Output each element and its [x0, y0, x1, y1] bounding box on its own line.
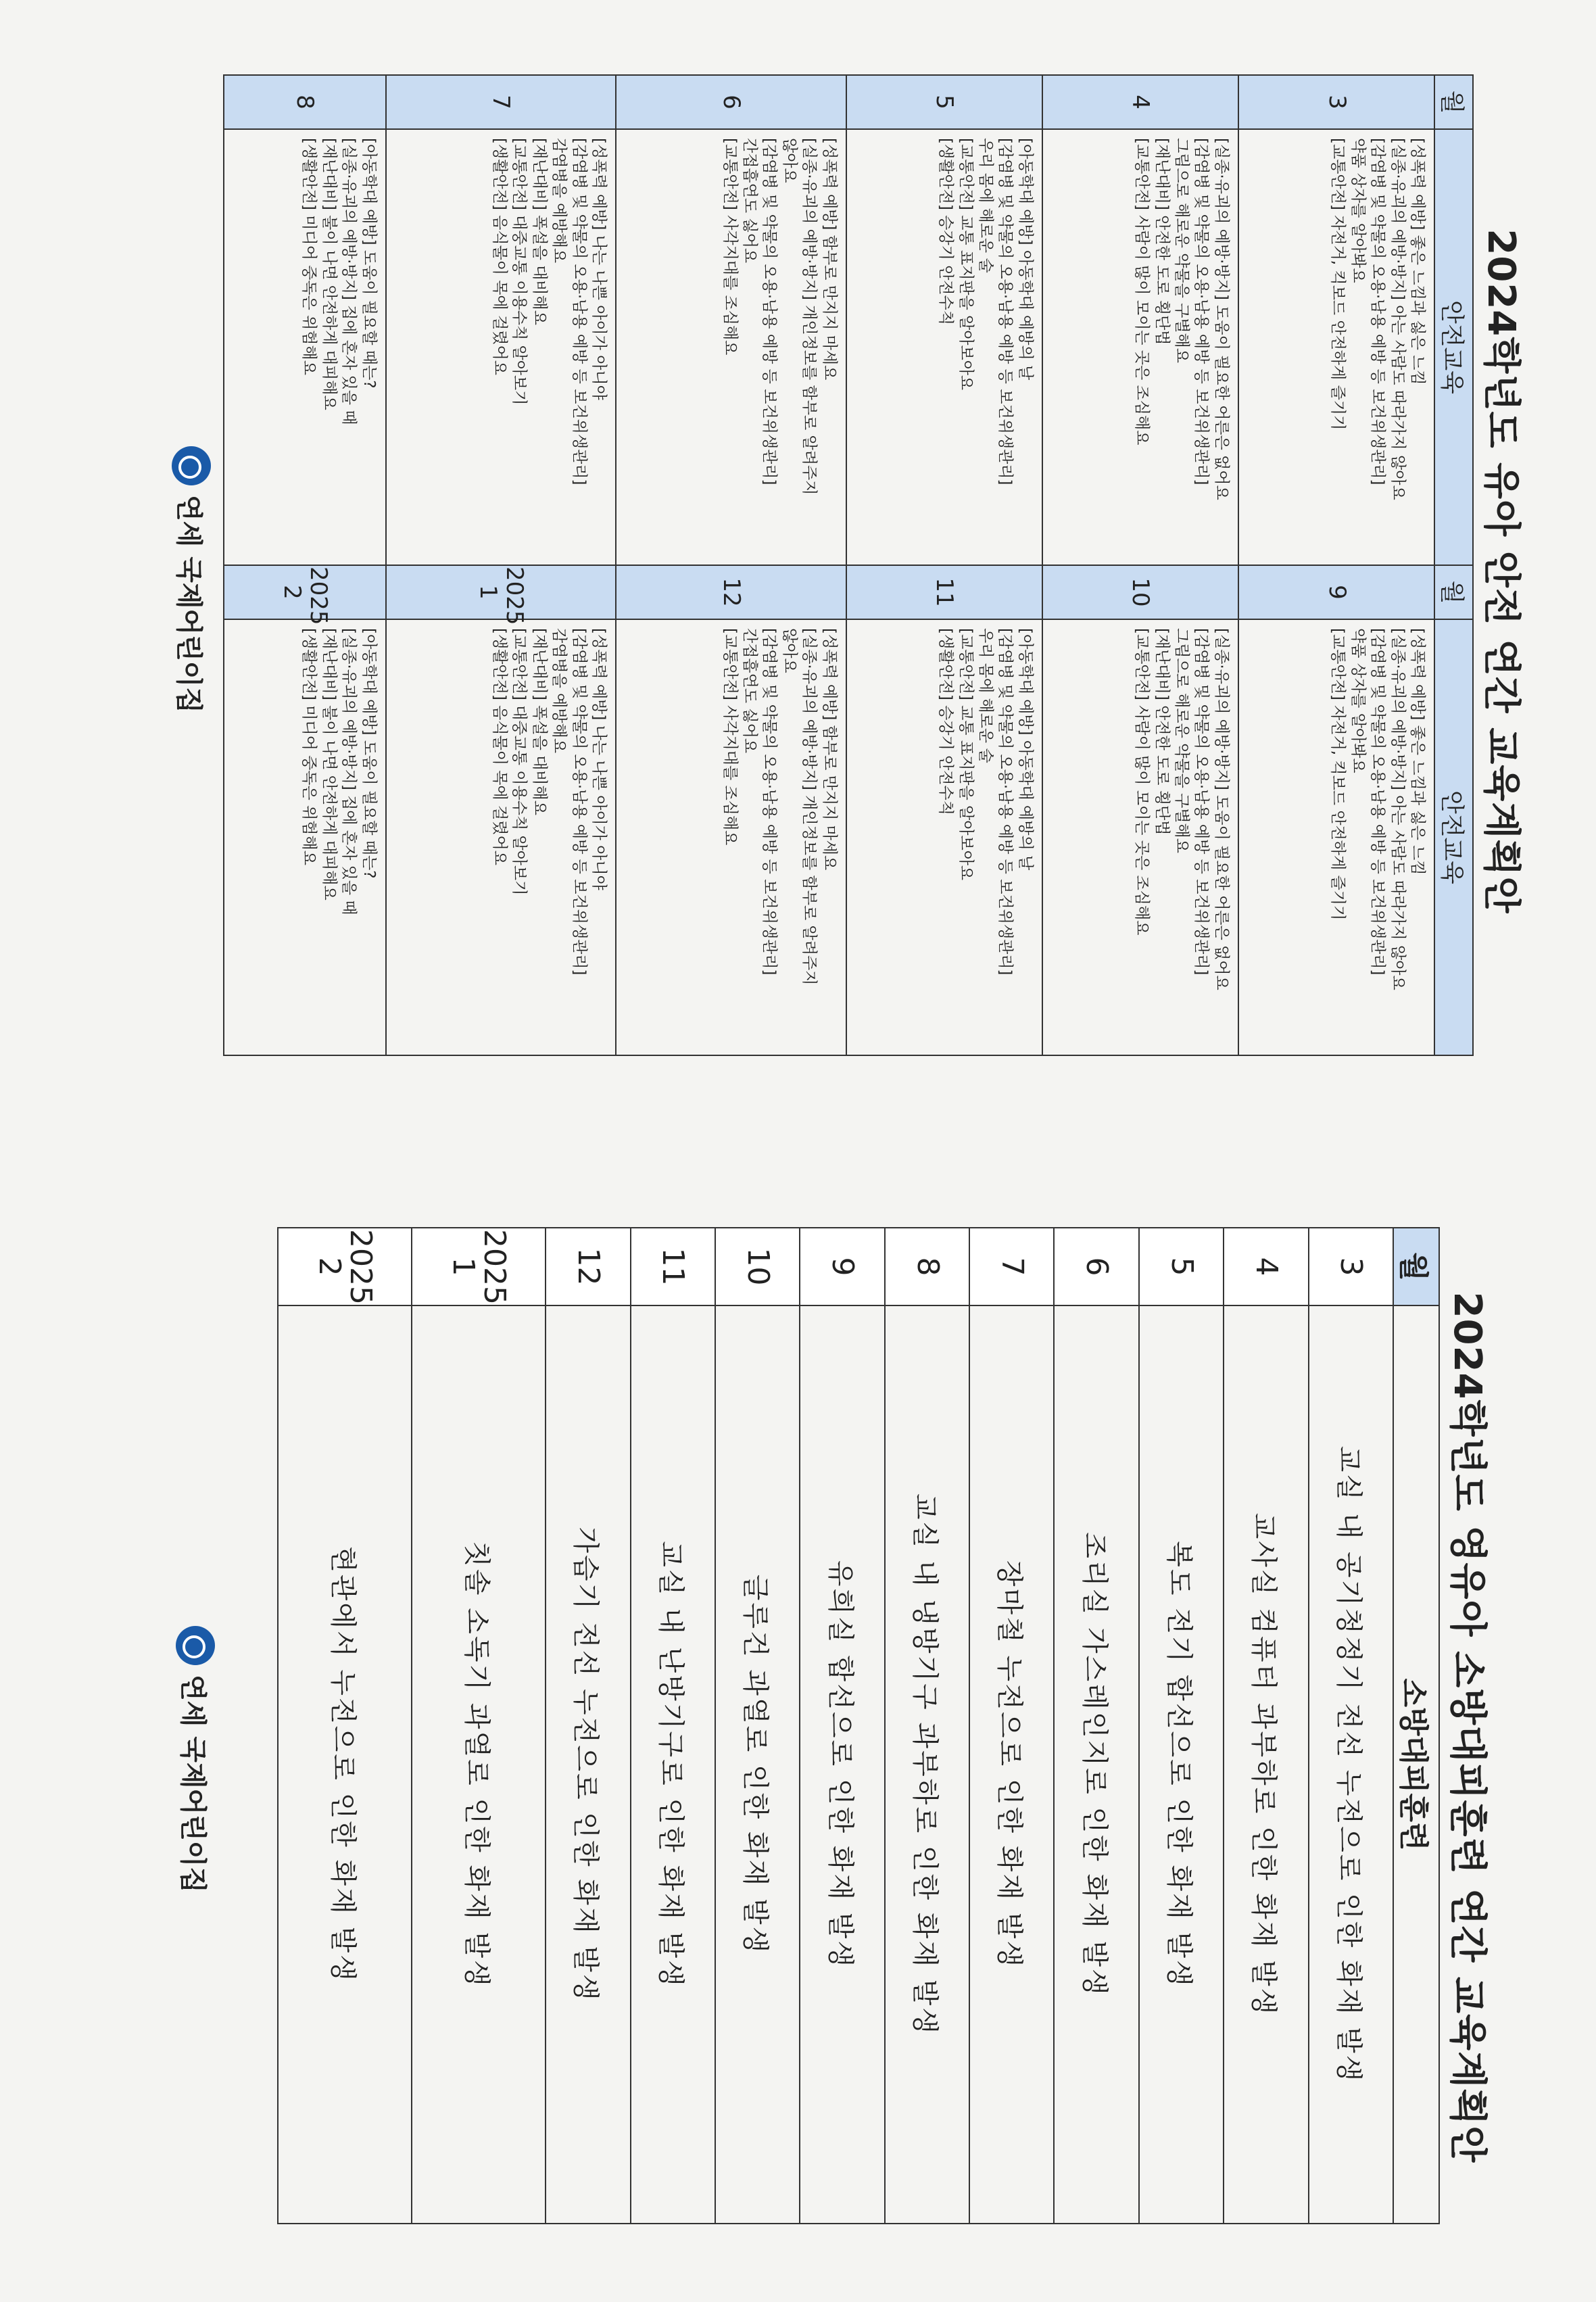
subject-line: [재난대비] 폭설을 대비해요	[530, 628, 548, 815]
subject-cell	[386, 619, 616, 1055]
header-month: 월	[1393, 1228, 1439, 1305]
month-cell: 3	[1309, 1228, 1393, 1305]
subject-line: [감염병 및 약물의 오용·남용 예방 등 보건위생관리]	[1192, 138, 1211, 485]
subject-line: [교통안전] 대중교통 이용수칙 알아보기	[510, 628, 529, 896]
subject-line: [생활안전] 승강기 안전수칙	[937, 628, 955, 815]
drill-cell: 교실 내 공기청정기 전선 누전으로 인한 화재 발생	[1309, 1305, 1393, 2224]
logo-name: 연세 국제어린이집	[177, 1675, 209, 1894]
subject-line: 우리 몸에 해로운 술	[976, 138, 994, 273]
month-cell: 9	[1238, 565, 1434, 619]
month-cell: 11	[631, 1228, 715, 1305]
table-row	[846, 75, 1042, 1055]
subject-line: 간접흡연도 싫어요	[741, 628, 759, 754]
table-row	[1309, 1228, 1393, 2224]
table-row	[969, 1228, 1054, 2224]
subject-line: [실종·유괴의 예방·방지] 도움이 필요한 어른은 없어요	[1212, 628, 1230, 990]
month-cell: 2025 1	[412, 1228, 546, 1305]
table-row	[1139, 1228, 1224, 2224]
month-cell: 7	[969, 1228, 1054, 1305]
month-cell: 2025 2	[278, 1228, 412, 1305]
subject-line: [생활안전] 미디어 중독은 위험해요	[300, 138, 318, 375]
subject-line: 약품 상자를 알아봐요	[1349, 628, 1367, 773]
header-month: 월	[1434, 565, 1473, 619]
month-cell: 12	[616, 565, 846, 619]
safety-header-row	[1434, 75, 1473, 1055]
subject-cell	[1042, 129, 1238, 565]
subject-line: [실종·유괴의 예방·방지] 개인정보를 함부로 알려주지	[800, 138, 819, 496]
subject-line: [실종·유괴의 예방·방지] 아는 사람도 따라가지 않아요	[1388, 628, 1407, 990]
month-cell: 6	[616, 75, 846, 129]
subject-line: [감염병 및 약물의 오용·남용 예방 등 보건위생관리]	[1369, 628, 1387, 976]
logo	[172, 446, 211, 713]
drill-cell: 글루건 과열로 인한 화재 발생	[715, 1305, 800, 2224]
subject-line: [생활안전] 음식물이 목에 걸렸어요	[491, 138, 509, 375]
subject-line: 않아요	[780, 628, 798, 673]
table-row	[1042, 75, 1238, 1055]
subject-line: 간접흡연도 싫어요	[741, 138, 759, 264]
drill-cell: 장마철 누전으로 인한 화재 발생	[969, 1305, 1054, 2224]
subject-line: [재난대비] 폭설을 대비해요	[530, 138, 548, 325]
subject-line: [교통안전] 자전거, 킥보드 안전하게 즐기기	[1329, 628, 1347, 921]
subject-cell	[1042, 619, 1238, 1055]
emblem-icon	[172, 446, 211, 485]
subject-line: 감염병을 예방해요	[550, 628, 569, 754]
emblem-icon	[176, 1626, 215, 1665]
subject-cell	[616, 619, 846, 1055]
subject-line: [실종·유괴의 예방·방지] 도움이 필요한 어른은 없어요	[1212, 138, 1230, 500]
fire-plan-title: 2024학년도 영유아 소방대피훈련 연간 교육계획안	[1445, 1291, 1489, 2163]
month-cell: 6	[1055, 1228, 1139, 1305]
subject-cell	[846, 619, 1042, 1055]
drill-cell: 복도 전기 합선으로 인한 화재 발생	[1139, 1305, 1224, 2224]
subject-line: [성폭력 예방] 좋은 느낌과 싫은 느낌	[1409, 628, 1426, 876]
month-cell: 2025 2	[224, 565, 386, 619]
month-cell: 2025 1	[386, 565, 616, 619]
subject-line: 그림으로 해로운 약물을 구별해요	[1173, 138, 1191, 363]
subject-line: [성폭력 예방] 좋은 느낌과 싫은 느낌	[1409, 138, 1426, 385]
header-subject: 소방대피훈련	[1393, 1305, 1439, 2224]
subject-cell	[224, 619, 386, 1055]
subject-line: [성폭력 예방] 함부로 만지지 마세요	[820, 138, 838, 381]
subject-cell	[1238, 619, 1434, 1055]
table-row	[1238, 75, 1434, 1055]
subject-line: [재난대비] 안전한 도로 횡단법	[1153, 138, 1171, 345]
table-row	[631, 1228, 715, 2224]
subject-line: [재난대비] 불이 나면 안전하게 대피해요	[320, 138, 338, 410]
fire-plan-sheet	[267, 1227, 1497, 2228]
table-row	[412, 1228, 546, 2224]
subject-line: [감염병 및 약물의 오용·남용 예방 등 보건위생관리]	[760, 628, 779, 976]
month-cell: 3	[1238, 75, 1434, 129]
subject-line: [생활안전] 음식물이 목에 걸렸어요	[491, 628, 509, 865]
drill-cell: 교사실 컴퓨터 과부하로 인한 화재 발생	[1224, 1305, 1308, 2224]
subject-cell	[386, 129, 616, 565]
fire-plan-table	[277, 1227, 1440, 2224]
subject-cell	[1238, 129, 1434, 565]
table-row	[278, 1228, 412, 2224]
safety-plan-title: 2024학년도 유아 안전 연간 교육계획안	[1479, 229, 1523, 914]
subject-line: [교통안전] 교통 표지판을 알아보아요	[957, 138, 975, 391]
subject-line: 감염병을 예방해요	[550, 138, 569, 264]
table-row	[616, 75, 846, 1055]
subject-line: [실종·유괴의 예방·방지] 집에 혼자 있을 때	[340, 138, 358, 425]
month-cell: 8	[224, 75, 386, 129]
subject-line: 않아요	[780, 138, 798, 183]
drill-cell: 현관에서 누전으로 인한 화재 발생	[278, 1305, 412, 2224]
subject-cell	[616, 129, 846, 565]
month-cell: 4	[1042, 75, 1238, 129]
table-row	[885, 1228, 969, 2224]
drill-cell: 유희실 합선으로 인한 화재 발생	[800, 1305, 884, 2224]
month-cell: 10	[1042, 565, 1238, 619]
month-cell: 11	[846, 565, 1042, 619]
table-row	[224, 75, 386, 1055]
month-cell: 8	[885, 1228, 969, 1305]
subject-line: [감염병 및 약물의 오용·남용 예방 등 보건위생관리]	[996, 628, 1015, 976]
subject-line: [아동학대 예방] 아동학대 예방의 날	[1016, 138, 1034, 381]
header-subject: 안전교육	[1434, 619, 1473, 1055]
subject-line: [교통안전] 사람이 많이 모이는 곳은 조심해요	[1133, 628, 1151, 936]
subject-line: [교통안전] 대중교통 이용수칙 알아보기	[510, 138, 529, 406]
subject-line: [교통안전] 교통 표지판을 알아보아요	[957, 628, 975, 881]
subject-line: [실종·유괴의 예방·방지] 개인정보를 함부로 알려주지	[800, 628, 819, 986]
drill-cell: 조리실 가스레인지로 인한 화재 발생	[1055, 1305, 1139, 2224]
table-row	[715, 1228, 800, 2224]
subject-line: [감염병 및 약물의 오용·남용 예방 등 보건위생관리]	[570, 628, 588, 976]
table-row	[1055, 1228, 1139, 2224]
subject-line: [재난대비] 불이 나면 안전하게 대피해요	[320, 628, 338, 901]
safety-plan-table	[223, 74, 1474, 1056]
subject-line: [실종·유괴의 예방·방지] 아는 사람도 따라가지 않아요	[1388, 138, 1407, 500]
header-subject: 안전교육	[1434, 129, 1473, 565]
logo-name: 연세 국제어린이집	[173, 495, 205, 714]
month-cell: 10	[715, 1228, 800, 1305]
subject-line: [성폭력 예방] 나는 나쁜 아이가 아니야	[590, 628, 608, 890]
month-cell: 5	[1139, 1228, 1224, 1305]
subject-line: [감염병 및 약물의 오용·남용 예방 등 보건위생관리]	[996, 138, 1015, 485]
table-row	[386, 75, 616, 1055]
subject-line: [재난대비] 안전한 도로 횡단법	[1153, 628, 1171, 836]
drill-cell: 가습기 전선 누전으로 인한 화재 발생	[546, 1305, 630, 2224]
month-cell: 5	[846, 75, 1042, 129]
subject-line: [교통안전] 자전거, 킥보드 안전하게 즐기기	[1329, 138, 1347, 431]
subject-line: [교통안전] 사각지대를 조심해요	[721, 138, 739, 356]
fire-header-row	[1393, 1228, 1439, 2224]
month-cell: 9	[800, 1228, 884, 1305]
subject-line: [교통안전] 사각지대를 조심해요	[721, 628, 739, 846]
drill-cell: 교실 내 냉방기구 과부하로 인한 화재 발생	[885, 1305, 969, 2224]
subject-line: [아동학대 예방] 아동학대 예방의 날	[1016, 628, 1034, 871]
table-row	[546, 1228, 630, 2224]
subject-line: 우리 몸에 해로운 술	[976, 628, 994, 763]
subject-line: [생활안전] 미디어 중독은 위험해요	[300, 628, 318, 865]
safety-plan-sheet	[213, 74, 1531, 1068]
subject-line: [감염병 및 약물의 오용·남용 예방 등 보건위생관리]	[1192, 628, 1211, 976]
month-cell: 4	[1224, 1228, 1308, 1305]
subject-cell	[846, 129, 1042, 565]
month-cell: 7	[386, 75, 616, 129]
subject-line: [감염병 및 약물의 오용·남용 예방 등 보건위생관리]	[570, 138, 588, 485]
subject-line: [아동학대 예방] 도움이 필요할 때는?	[360, 138, 378, 389]
subject-line: [성폭력 예방] 함부로 만지지 마세요	[820, 628, 838, 871]
subject-line: [교통안전] 사람이 많이 모이는 곳은 조심해요	[1133, 138, 1151, 446]
subject-line: [성폭력 예방] 나는 나쁜 아이가 아니야	[590, 138, 608, 400]
table-row	[800, 1228, 884, 2224]
subject-line: [감염병 및 약물의 오용·남용 예방 등 보건위생관리]	[760, 138, 779, 485]
subject-line: 약품 상자를 알아봐요	[1349, 138, 1367, 283]
subject-line: 그림으로 해로운 약물을 구별해요	[1173, 628, 1191, 853]
drill-cell: 교실 내 난방기구로 인한 화재 발생	[631, 1305, 715, 2224]
logo	[176, 1626, 215, 1893]
subject-line: [감염병 및 약물의 오용·남용 예방 등 보건위생관리]	[1369, 138, 1387, 485]
subject-line: [아동학대 예방] 도움이 필요할 때는?	[360, 628, 378, 879]
subject-cell	[224, 129, 386, 565]
header-month: 월	[1434, 75, 1473, 129]
table-row	[1224, 1228, 1308, 2224]
subject-line: [실종·유괴의 예방·방지] 집에 혼자 있을 때	[340, 628, 358, 915]
month-cell: 12	[546, 1228, 630, 1305]
drill-cell: 칫솔 소독기 과열로 인한 화재 발생	[412, 1305, 546, 2224]
subject-line: [생활안전] 승강기 안전수칙	[937, 138, 955, 325]
